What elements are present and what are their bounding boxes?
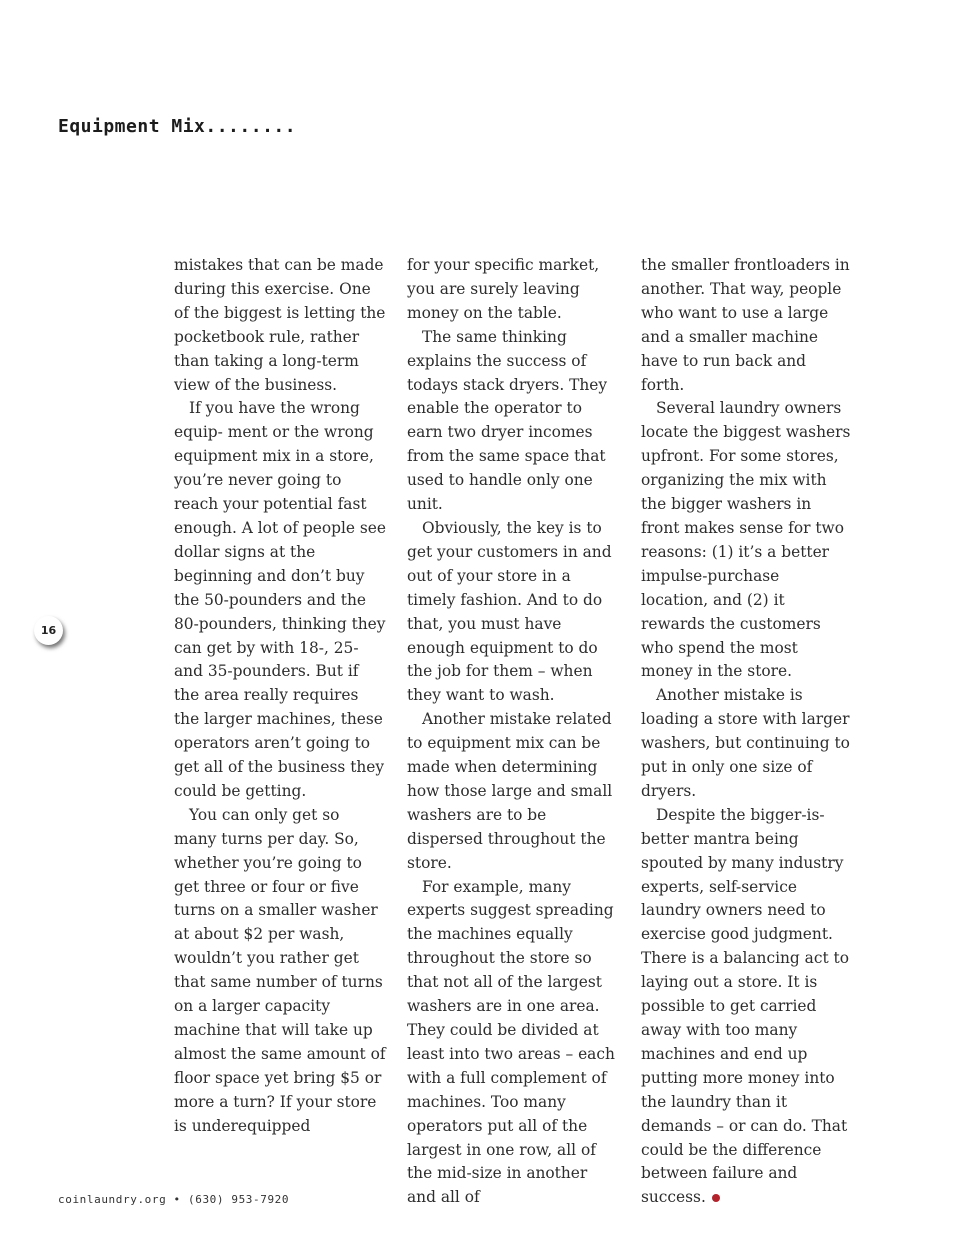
footer-contact: coinlaundry.org • (630) 953-7920 [58, 1193, 290, 1206]
paragraph: Another mistake related to equipment mix can be made when determining how those large and small washers are to be dispersed throughout the store. [407, 710, 613, 872]
paragraph: Obviously, the key is to get your customers in and out of your store in a timely fashion. And to do that, you must have enough equipment to do the job for them – when they want to wash. [407, 518, 612, 705]
paragraph: for your specific market, you are surely leaving money on the table. [407, 256, 600, 322]
paragraph: Several laundry owners locate the biggest washers upfront. For some stores, organizing the mix with the bigger washers in front makes sense for two reasons: (1) it’s a better impulse-purchase location, and (2) it rewards the customers who spend the most money in the store. [641, 399, 851, 681]
paragraph: Despite the bigger-is-better mantra being spouted by many industry experts, self-service laundry owners need to exercise good judgment. There is a balancing act to laying out a store. It is possible to get carried away with too many machines and end up putting more money into the laundry than it demands – or can do. That could be the difference between failure and success. [641, 805, 849, 1207]
paragraph: mistakes that can be made during this exercise. One of the biggest is letting the pocketbook rule, rather than taking a long-term view of the business. [174, 256, 386, 394]
article-column-3 [641, 254, 851, 1210]
paragraph: You can only get so many turns per day. So, whether you’re going to get three or four or five turns on a smaller washer at about $2 per wash, wouldn’t you rather get that same number of turns on a larger capacity machine that will take up almost the same amount of floor space yet bring $5 or more a turn? If your store is underequipped [174, 805, 386, 1135]
paragraph: the smaller frontloaders in another. That way, people who want to use a large and a smaller machine have to run back and forth. [641, 256, 850, 394]
article-column-2 [407, 254, 619, 1210]
article-column-1 [174, 254, 386, 1139]
section-title: Equipment Mix........ [58, 116, 297, 137]
paragraph: If you have the wrong equip- ment or the wrong equipment mix in a store, you’re never going to reach your potential fast enough. A lot of people see dollar signs at the beginning and don’t buy the 50-pounders and the 80-pounders, thinking they can get by with 18-, 25- and 35-pounders. But if the area really requires the larger machines, these operators aren’t going to get all of the business they could be getting. [174, 399, 386, 800]
paragraph: Another mistake is loading a store with larger washers, but continuing to put in only one size of dryers. [641, 686, 850, 800]
page-number-badge: 16 [34, 616, 63, 645]
paragraph: For example, many experts suggest spreading the machines equally throughout the store so that not all of the largest washers are in one area. They could be divided at least into two areas – each with a full complement of machines. Too many operators put all of the largest in one row, all of the mid-size in another and all of [407, 877, 615, 1207]
end-of-article-dot-icon [712, 1194, 720, 1202]
paragraph: The same thinking explains the success of todays stack dryers. They enable the operator to earn two dryer incomes from the same space that used to handle only one unit. [407, 327, 608, 514]
